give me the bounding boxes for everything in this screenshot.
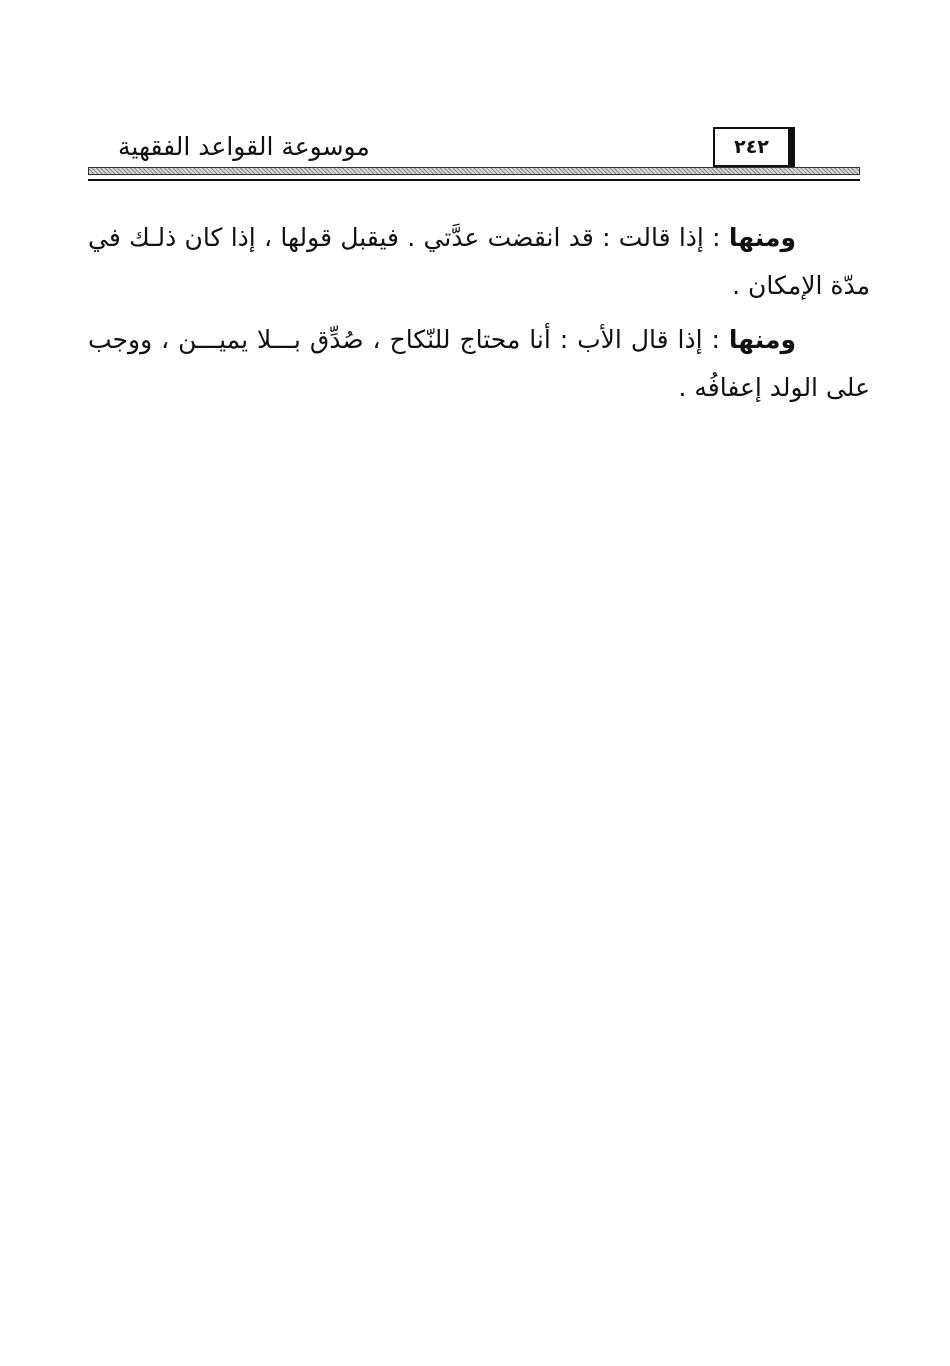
book-title: موسوعة القواعد الفقهية [118,132,370,161]
paragraph-text: : إذا قالت : قد انقضت عدَّتي . فيقبل قولها ، إذا كان ذلـك في مدّة الإمكان . [88,223,870,300]
header-decorative-band [88,167,860,175]
paragraph-text: : إذا قال الأب : أنا محتاج للنّكاح ، صُدِّق بـــلا يميـــن ، ووجب على الولد إعفافُه . [88,325,870,402]
paragraph-lead-word: ومنها [728,325,796,354]
page-body [88,214,870,418]
paragraph-lead-word: ومنها [728,223,796,252]
page-number: ٢٤٢ [713,127,795,167]
paragraph-1 [88,214,870,310]
paragraph-2 [88,316,870,412]
header-rule [88,179,860,181]
page-header [88,124,860,186]
